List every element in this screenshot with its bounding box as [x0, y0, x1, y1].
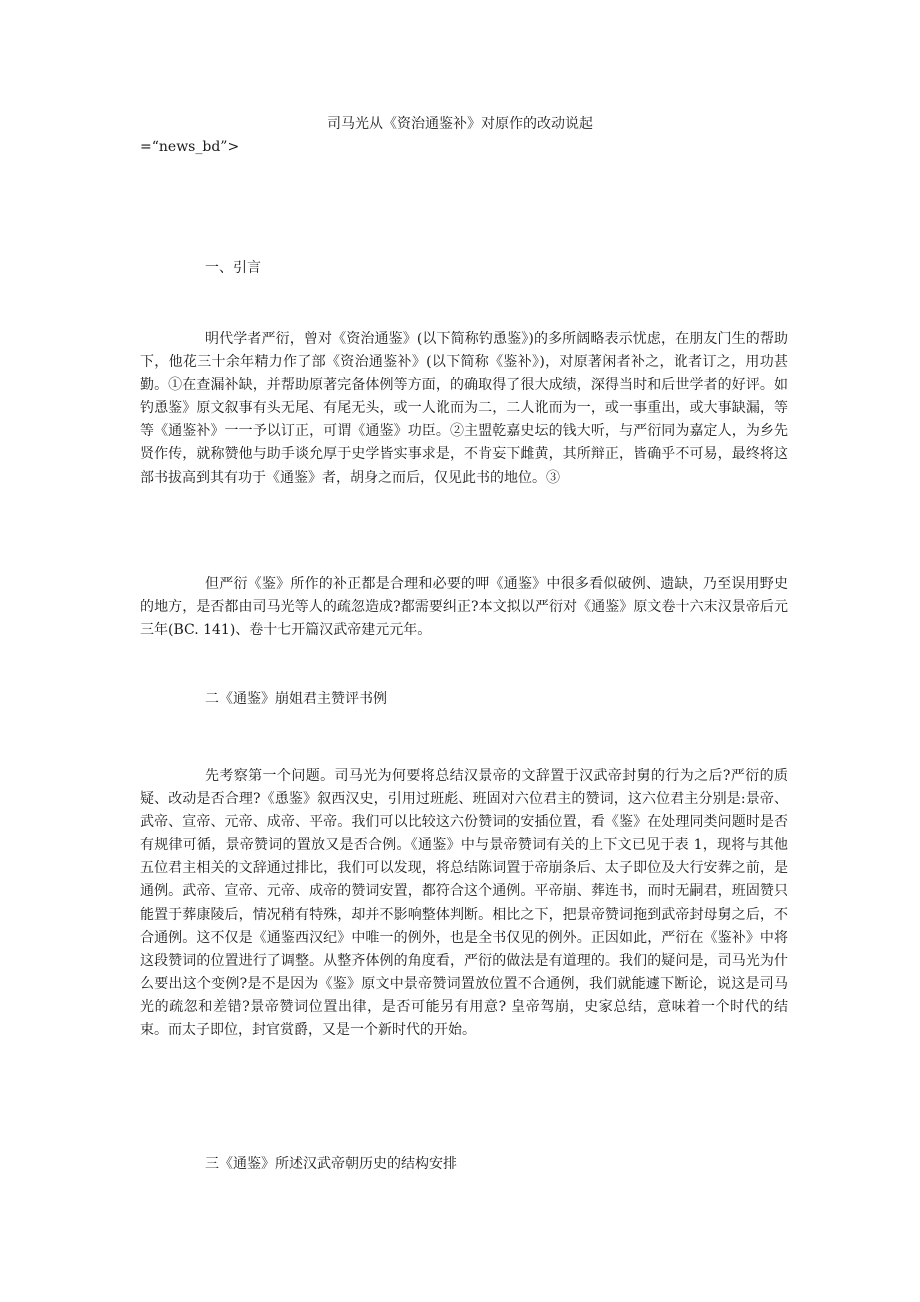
- section-heading-structure: 三《通鉴》所述汉武帝朝历史的结构安排: [205, 1156, 457, 1172]
- section-heading-eulogy-conventions: 二《通鉴》崩姐君主赞评书例: [205, 691, 387, 707]
- paragraph: 但严衍《鉴》所作的补正都是合理和必要的呷《通鉴》中很多看似破例、遗缺，乃至误用野史的地方，是否都由司马光等人的疏忽造成?都需要纠正?本文拟以严衍对《通鉴》原文卷十六末汉景帝后元三年(BC. 141)、卷十七开篇汉武帝建元元年。: [140, 576, 788, 639]
- paragraph: 先考察第一个问题。司马光为何要将总结汉景帝的文辞置于汉武帝封舅的行为之后?严衍的质疑、改动是否合理?《恿鉴》叙西汉史，引用过班彪、班固对六位君主的赞词，这六位君主分别是:景帝、武帝、宣帝、元帝、成帝、平帝。我们可以比较这六份赞词的安插位置，看《鉴》在处理同类问题时是否有规律可循，景帝赞词的置放又是否合例。《通鉴》中与景帝赞词有关的上下文已见于表 1，现将与其他五位君主相关的文辞通过排比，我们可以发现，将总结陈词置于帝崩条后、太子即位及大行安葬之前，是通例。武帝、宣帝、元帝、成帝的赞词安置，都符合这个通例。平帝崩、葬连书，而时无嗣君，班固赞只能置于葬康陵后，情况稍有特殊，却并不影响整体判断。相比之下，把景帝赞词拖到武帝封母舅之后，不合通例。这不仅是《通鉴西汉纪》中唯一的例外，也是全书仅见的例外。正因如此，严衍在《鉴补》中将这段赞词的位置进行了调整。从整齐体例的角度看，严衍的做法是有道理的。我们的疑问是，司马光为什么要出这个变例?是不是因为《鉴》原文中景帝赞词置放位置不合通例，我们就能遽下断论，说这是司马光的疏忽和差错?景帝赞词位置出律，是否可能另有用意? 皇帝驾崩，史家总结，意味着一个时代的结束。而太子即位，封官赏爵，又是一个新时代的开始。: [140, 768, 788, 1039]
- paragraph: 明代学者严衍，曾对《资治通鉴》(以下简称钓恿鉴》)的多所阔略表示忧虑，在朋友门生的帮助下，他花三十余年精力作了部《资治通鉴补》(以下简称《鉴补》)，对原著闲者补之，讹者订之，用功甚勤。①在查漏补缺，并帮助原著完备体例等方面，的确取得了很大成绩，深得当时和后世学者的好评。如钓恿鉴》原文叙事有头无尾、有尾无头，或一人讹而为二，二人讹而为一，或一事重出，或大事缺漏，等等《通鉴补》一一予以订正，可谓《通鉴》功臣。②主盟乾嘉史坛的钱大听，与严衍同为嘉定人，为乡先贤作传，就称赞他与助手谈允厚于史学皆实事求是，不肯妄下雌黄，其所辩正，皆确乎不可易，最终将这部书拔高到其有功于《通鉴》者，胡身之而后，仅见此书的地位。③: [140, 331, 788, 486]
- stray-markup-text: =“news_bd”>: [140, 139, 240, 155]
- section-heading-introduction: 一、引言: [205, 260, 261, 276]
- document-title: 司马光从《资治通鉴补》对原作的改动说起: [327, 116, 593, 132]
